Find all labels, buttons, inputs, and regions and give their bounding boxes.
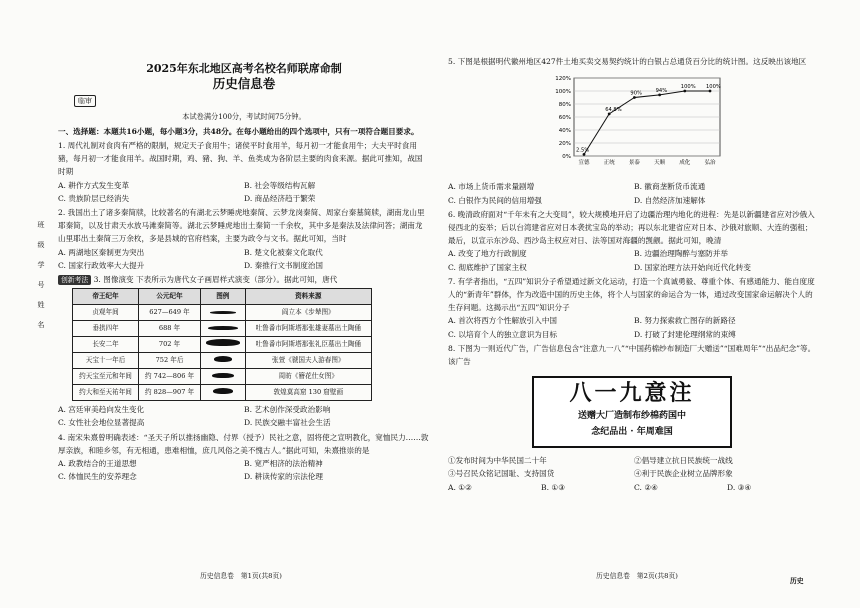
option[interactable]: C. 白银作为民间的信用增强 [448, 195, 542, 205]
table-row: 长安二年 702 年 吐鲁番市阿斯塔那张礼臣墓出土陶俑 [73, 337, 372, 353]
data-point [608, 113, 611, 116]
data-point [683, 90, 686, 93]
y-tick-label: 120% [555, 76, 571, 83]
eyebrow-table [72, 288, 372, 401]
y-tick-label: 20% [558, 141, 571, 148]
exam-subtitle: 历史信息卷 [212, 76, 276, 92]
option[interactable]: B. 边疆治理陶醉与塞防并举 [634, 249, 728, 259]
side-margin [34, 215, 48, 335]
option[interactable]: C. 彻底维护了国家主权 [448, 262, 527, 272]
x-tick-label: 天顺 [654, 160, 666, 167]
statement: ①发布时间为中华民国二十年 [448, 456, 547, 466]
margin-label: 号 [37, 281, 45, 289]
ad-line: 送赠大厂造制布纱棉药国中 [577, 411, 686, 422]
footer-left: 历史信息卷 第1页(共8页) [200, 572, 282, 580]
option[interactable]: B. 徽商垄断货币流通 [634, 182, 706, 192]
option[interactable]: A. 改变了地方行政制度 [448, 249, 527, 259]
option[interactable]: A. ①② [448, 482, 472, 492]
option[interactable]: A. 耕作方式发生变革 [58, 180, 130, 190]
statement: ④利于民族企业树立品牌形象 [634, 469, 733, 479]
option[interactable]: D. 国家治理方法开始向近代化转变 [634, 262, 751, 272]
option[interactable]: B. 宽严相济的法治精神 [244, 459, 323, 469]
option[interactable]: B. ①③ [541, 482, 566, 492]
table-header: 公元纪年 [139, 289, 201, 305]
option[interactable]: A. 宫廷审美趋向发生变化 [58, 405, 145, 415]
table-row: 垂拱四年 688 年 吐鲁番市阿斯塔那张雄妻墓出土陶俑 [73, 321, 372, 337]
option[interactable]: B. 社会等级结构瓦解 [244, 180, 316, 190]
table-row: 贞观年间 627—649 年 阎立本《步辇图》 [73, 305, 372, 321]
question-text: 7. 有学者指出，“五四”知识分子希望通过新文化运动，打造一个真诚勇毅、尊重个体、有感通能力、能自度度人的“新青年”群体，作为改造中国的历史主体，将个人与国家的命运合为一体，通过改变国家命运解决个人的生存问题。这揭示出“五四”知识分子 [448, 276, 815, 313]
data-label: 2.5% [576, 147, 590, 154]
silver-chart [548, 72, 820, 176]
question-text: 8. 下图为一则近代广告，广告信息包含“注意九一八”“中国药棉纱布制造厂大赠送”“国难周年”“出品纪念”等。该广告 [448, 343, 816, 367]
table-header: 图例 [200, 289, 245, 305]
options [448, 314, 820, 340]
eyebrow-image [200, 353, 245, 369]
ad-headline: 八一九意注 [569, 380, 695, 407]
option[interactable]: D. 商品经济趋于繁荣 [244, 193, 316, 203]
option[interactable]: A. 政教结合的王道思想 [58, 459, 137, 469]
data-label: 64.8% [605, 107, 622, 114]
question-2 [58, 206, 430, 272]
data-point [583, 153, 586, 156]
options [448, 247, 820, 273]
data-point [633, 96, 636, 99]
options [448, 481, 820, 494]
exam-title: 2025年东北地区高考名校名师联席命制 [146, 62, 342, 75]
option[interactable]: D. ③④ [727, 482, 752, 492]
eyebrow-image [200, 385, 245, 401]
y-tick-label: 60% [558, 115, 571, 122]
eyebrow-image [200, 337, 245, 353]
options [58, 246, 430, 272]
options [58, 457, 430, 483]
eyebrow-image [200, 321, 245, 337]
eyebrow-image [200, 369, 245, 385]
ad-line: 念纪品出 · 年周难国 [591, 427, 673, 438]
y-tick-label: 80% [558, 102, 571, 109]
option[interactable]: C. 贵族阶层已经消失 [58, 193, 130, 203]
y-tick-label: 100% [555, 89, 571, 96]
option[interactable]: D. 耕读传家的宗法伦理 [244, 472, 323, 482]
option[interactable]: C. 女性社会地位显著提高 [58, 418, 145, 428]
question-1 [58, 139, 430, 205]
statement: ②倡导建立抗日民族统一战线 [634, 456, 733, 466]
question-text: 6. 晚清政府面对“千年未有之大变局”，较大规模地开启了边疆治理内地化的进程：先是以新疆建省应对沙俄入侵西北的妄举；后以台湾建省应对日本袭扰宝岛的举动；再以东北建省应对日本、沙俄对旅顺、大连的强租；最后，以宣示东沙岛、西沙岛主权应对日、法等国对海疆的觊觎。据此可知，晚清 [448, 209, 815, 246]
margin-label: 姓 [37, 301, 45, 309]
y-tick-label: 0% [562, 154, 571, 161]
data-label: 90% [630, 90, 642, 97]
question-text: 图像演变 下表所示为唐代女子画眉样式演变（部分）。据此可知，唐代 [103, 275, 338, 285]
review-badge: 临审 [74, 95, 96, 107]
option[interactable]: D. 自然经济加速解体 [634, 195, 706, 205]
question-text: 5. 下图是根据明代徽州地区427件土地买卖交易契约统计的白银占总通货百分比的统计图。这反映出该地区 [448, 57, 807, 66]
innovation-chip: 创新考法 [58, 275, 91, 285]
x-tick-label: 成化 [679, 160, 691, 167]
question-6 [448, 208, 820, 274]
option[interactable]: B. 努力探索救亡图存的新路径 [634, 316, 736, 326]
table-row: 约天宝至元和年间 约 742—806 年 周昉《簪花仕女图》 [73, 369, 372, 385]
question-text: 4. 南宋朱熹曾明确表述：“圣天子所以推扬幽隐、付界（授予）民社之意，固将使之宣明教化，宽恤民力……敦厚亲族，和睦乡邻，有无相通，患难相恤，庶几风俗之美不愧古人。”据此可知，朱熹推崇的是 [58, 432, 429, 455]
table-row: 约大和至天祐年间 约 828—907 年 敦煌莫高窟 130 窟壁画 [73, 385, 372, 401]
question-7 [448, 275, 820, 341]
question-4 [58, 431, 430, 484]
question-8 [448, 342, 820, 494]
question-3: 创新考法 3. 图像演变 下表所示为唐代女子画眉样式演变（部分）。据此可知，唐代 帝王纪年 公元纪年 图例 资料来源 贞观年间 627—649 年 阎立本《步辇图》 垂拱四年 688 年 吐鲁番市阿斯塔那张雄妻墓出土陶俑 长安二年 702 年 吐鲁番市阿斯塔那张礼臣墓出土陶俑 天宝十一年后 752 年后 张萱《虢国夫人游春图》 约天宝至元和年间 约 742—806 年 周昉《簪花仕女图》 约大和至天祐年间 约 828—907 年 敦煌莫高窟 130 窟壁画 A. 宫廷审美趋向发生变化 B. 艺术创作深受政治影响 C. 女性社会地位显著提高 D. 民族交融丰富社会生活 [58, 273, 430, 430]
question-5 [448, 55, 820, 207]
options [448, 180, 820, 206]
option[interactable]: B. 艺术创作深受政治影响 [244, 405, 331, 415]
data-label: 94% [655, 88, 668, 95]
table-row: 天宝十一年后 752 年后 张萱《虢国夫人游春图》 [73, 353, 372, 369]
option[interactable]: C. 国家行政效率大大提升 [58, 260, 145, 270]
line-chart [548, 72, 728, 172]
option[interactable]: C. 以培育个人的独立意识为目标 [448, 329, 558, 339]
x-tick-label: 景泰 [628, 160, 640, 167]
footer-corner: 历史 [790, 577, 804, 585]
question-text: 1. 周代礼制对食肉有严格的限制，规定天子食用牛；诸侯平时食用羊，每月初一才能食用牛；大夫平时食用豬，每月初一才能食用羊。战国时期，鸡、豬、狗、羊、鱼类成为各阶层主要的肉食来源。据此可推知，战国时期 [58, 141, 423, 177]
table-header: 帝王纪年 [73, 289, 139, 305]
series-line [584, 91, 710, 154]
option[interactable]: D. 打破了封建伦理纲常的束缚 [634, 329, 736, 339]
data-label: 100% [706, 84, 721, 91]
advertisement-image [532, 376, 732, 448]
data-point [658, 94, 661, 97]
x-tick-label: 弘治 [704, 160, 716, 167]
option[interactable]: D. 民族交融丰富社会生活 [244, 418, 331, 428]
margin-label: 学 [37, 261, 45, 269]
margin-label: 班 [37, 221, 45, 229]
margin-label: 名 [37, 321, 45, 329]
statement-list [448, 454, 820, 480]
left-column [58, 54, 430, 483]
option[interactable]: A. 两湖地区秦制更为突出 [58, 247, 145, 257]
options [58, 179, 430, 205]
y-tick-label: 40% [558, 128, 571, 135]
statement: ③号召民众铭记国耻、支持国货 [448, 469, 555, 479]
x-tick-label: 宣德 [578, 160, 590, 167]
option[interactable]: A. 首次将西方个性解放引入中国 [448, 316, 558, 326]
table-header: 资料来源 [245, 289, 371, 305]
right-column [448, 54, 820, 494]
section-heading: 一、选择题：本题共16小题，每小题3分，共48分。在每小题给出的四个选项中，只有一项符合题目要求。 [58, 126, 419, 136]
options [58, 403, 430, 429]
margin-label: 级 [37, 241, 45, 249]
option[interactable]: C. ②④ [634, 482, 658, 492]
score-line: 本试卷满分100分，考试时间75分钟。 [182, 111, 306, 121]
option[interactable]: A. 市场上货币需求量剧增 [448, 182, 535, 192]
x-tick-label: 正统 [603, 160, 615, 167]
question-text: 2. 我国出土了诸多秦简牍，比较著名的有湖北云梦睡虎地秦简、云梦龙岗秦简、周家台秦墓简牍，湖南龙山里耶秦简，以及甘肃天水放马滩秦简等。湖北云梦睡虎地出土秦简一千余枚，其中多是秦法及法律问答；湖南龙山里耶出土秦简三万余枚，多是县城的官府档案，主要为政令与文书。据此可知，当时 [58, 208, 425, 244]
option[interactable]: B. 楚文化被秦文化取代 [244, 247, 323, 257]
option[interactable]: C. 体恤民生的安养理念 [58, 472, 137, 482]
footer-right: 历史信息卷 第2页(共8页) [596, 572, 678, 580]
data-label: 100% [680, 84, 696, 91]
data-point [709, 90, 712, 93]
eyebrow-image [200, 305, 245, 321]
option[interactable]: D. 秦推行文书制度治国 [244, 260, 323, 270]
